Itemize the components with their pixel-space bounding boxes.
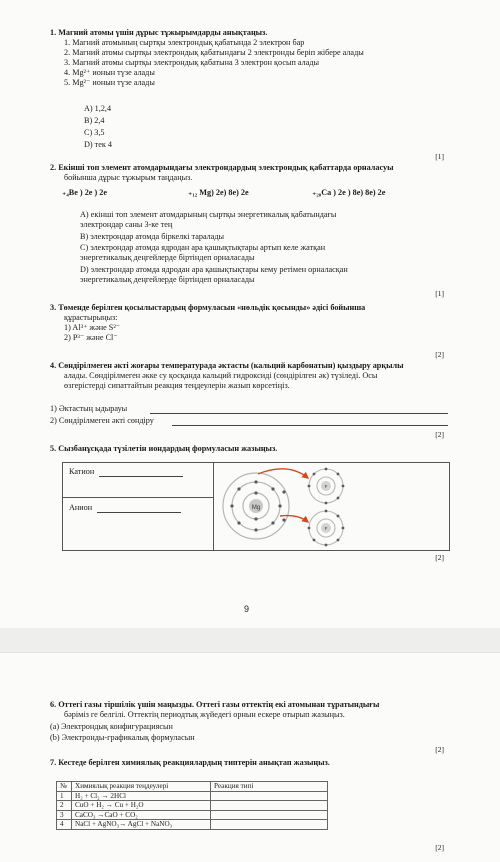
- q1-item-4: 4. Mg²⁺ ионын түзе алады: [64, 68, 155, 77]
- q2-option-a-l1: A) екінші топ элемент атомдарының сыртқы энергетикалық қабатындағы: [80, 210, 337, 219]
- q1-item-5: 5. Mg²⁻ ионын түзе алады: [64, 78, 155, 87]
- q5-anion-label: Анион: [69, 503, 93, 512]
- q4-item-1: [50, 404, 127, 414]
- q4-mark: [2]: [435, 430, 444, 439]
- q5-anion-line: [97, 503, 181, 513]
- q3-title-line1: 3. Төменде берілген қосылыстардың формуласын «нөльдік қосынды» әдісі бойынша: [50, 303, 366, 312]
- f1-symbol: F: [324, 484, 328, 489]
- q5-cation-label: Катион: [69, 467, 95, 476]
- q2-option-c-l2: энергетикалық деңгейлерде біртіндеп орналасады: [80, 253, 255, 262]
- q7-title: 7. Кестеде берілген химиялық реакциялардың типтерін анықтап жазыңыз.: [50, 758, 330, 767]
- q2-option-b: B) электрондар атомда біркелкі таралады: [80, 232, 225, 241]
- q4-item-2-label: 2) Сөндірілмеген әкті сөндіру: [50, 416, 154, 425]
- table-header-equation: Химиялық реакция теңдеулері: [72, 782, 211, 792]
- q5-cation-cell[interactable]: [63, 463, 214, 498]
- q2-option-d-l1: D) электрондар атомда ядродан ара қашықтықтары кему ретімен орналасқан: [80, 265, 348, 274]
- q4-answer-line-1[interactable]: [150, 404, 448, 414]
- table-cell-type[interactable]: [211, 791, 328, 801]
- table-row: [57, 810, 328, 820]
- table-cell-equation: NaCl + AgNO₃→ AgCl + NaNO₃: [72, 820, 211, 830]
- page-lower: [0, 652, 500, 862]
- q2-formula-ca: ₊₂₀Ca ) 2e ) 8e) 8e) 2e: [312, 188, 386, 197]
- q2-formula-be: ₊₄Be ) 2e ) 2e: [62, 188, 107, 197]
- q3-title-line2: құрастырыңыз:: [64, 313, 118, 322]
- q6-item-a: (a) Электрондық конфигурациясын: [50, 722, 173, 731]
- q4-title-line1: 4. Сөндірілмеген әкті жоғары температурада әктасты (кальций карбонатын) қыздыру арқылы: [50, 361, 404, 370]
- table-header-row: [57, 782, 328, 792]
- q7-mark: [2]: [435, 843, 444, 852]
- table-cell-equation: CuO + H₂ → Cu + H₂O: [72, 801, 211, 811]
- table-header-type: Реакция типі: [211, 782, 328, 792]
- q4-answer-line-2[interactable]: [172, 416, 448, 426]
- q2-option-c-l1: C) электрондар атомда ядродан ара қашықтықтары артып келе жатқан: [80, 243, 326, 252]
- ionic-bond-diagram: [218, 464, 358, 548]
- q6-title-line2: бәріміз ге белгілі. Оттектің периодтық жүйедегі орнын ескере отырып жазыңыз.: [64, 710, 345, 719]
- q1-option-c: C) 3,5: [84, 128, 105, 137]
- page-gap: [0, 628, 500, 652]
- q1-option-d: D) тек 4: [84, 140, 113, 149]
- q4-title-line3: өзгерістерді сипаттайтын реакция теңдеулерін жазып көрсетіңіз.: [64, 381, 290, 390]
- q4-item-2: [50, 416, 154, 426]
- f2-symbol: F: [324, 526, 328, 531]
- electron-transfer-arrow-top: [258, 469, 308, 478]
- table-cell-num: 4: [57, 820, 72, 830]
- table-cell-type[interactable]: [211, 801, 328, 811]
- q6-mark: [2]: [435, 745, 444, 754]
- q1-item-1: 1. Магний атомының сыртқы электрондық қабатында 2 электрон бар: [64, 38, 305, 47]
- q5-anion-cell[interactable]: [63, 497, 214, 550]
- q3-item-2: 2) P³⁻ және Cl⁻: [64, 333, 118, 342]
- q3-mark: [2]: [435, 350, 444, 359]
- q1-mark: [1]: [435, 152, 444, 161]
- q2-option-d-l2: энергетикалық деңгейлерде біртіндеп орналасады: [80, 275, 255, 284]
- q2-option-a-l2: электрондар саны 3-ке тең: [80, 220, 173, 229]
- table-cell-equation: CaCO₃ →CaO + CO₂: [72, 810, 211, 820]
- q1-item-3: 3. Магний атомы сыртқы электрондық қабатына 3 электрон қосып алады: [64, 58, 319, 67]
- q5-title: 5. Сызбанұсқада түзілетін иондардың формуласын жазыңыз.: [50, 444, 278, 453]
- table-cell-equation: H₂ + Cl₂ → 2HCl: [72, 791, 211, 801]
- page-number: 9: [244, 604, 250, 614]
- q2-title-line1: 2. Екінші топ элемент атомдарындағы электрондардың электрондық қабаттарда орналасуы: [50, 163, 394, 172]
- table-header-num: №: [57, 782, 72, 792]
- reaction-table: [56, 781, 328, 830]
- table-cell-type[interactable]: [211, 820, 328, 830]
- table-cell-num: 2: [57, 801, 72, 811]
- q3-item-1: 1) Al³⁺ және S²⁻: [64, 323, 121, 332]
- table-cell-type[interactable]: [211, 810, 328, 820]
- table-row: [57, 801, 328, 811]
- q2-mark: [1]: [435, 289, 444, 298]
- q4-item-1-label: 1) Әктастың ыдырауы: [50, 404, 128, 413]
- table-row: [57, 820, 328, 830]
- q5-mark: [2]: [435, 553, 444, 562]
- q6-item-b: (b) Электронды-графикалық формуласын: [50, 733, 195, 742]
- table-cell-num: 1: [57, 791, 72, 801]
- mg-symbol: Mg: [251, 505, 261, 511]
- q4-title-line2: алады. Сөндірілмеген әкке су қосқанда кальций гидроксиді (сөндірілген әк) түзіледі. Осы: [64, 371, 378, 380]
- q1-title: 1. Магний атомы үшін дұрыс тұжырымдарды анықтаңыз.: [50, 28, 268, 37]
- q1-option-a: A) 1,2,4: [84, 104, 112, 113]
- q5-cation-line: [99, 467, 183, 477]
- q1-option-b: B) 2,4: [84, 116, 105, 125]
- q2-formula-mg: ₊₁₂ Mg) 2e) 8e) 2e: [188, 188, 249, 197]
- table-cell-num: 3: [57, 810, 72, 820]
- table-row: [57, 791, 328, 801]
- q2-title-line2: бойынша дұрыс тұжырым таңдаңыз.: [64, 173, 193, 182]
- q6-title-line1: 6. Оттегі газы тіршілік үшін маңызды. Оттегі газы оттектің екі атомынан тұратындығы: [50, 700, 380, 709]
- q1-item-2: 2. Магний атомы сыртқы электрондық қабатындағы 2 электронды беріп жібере алады: [64, 48, 364, 57]
